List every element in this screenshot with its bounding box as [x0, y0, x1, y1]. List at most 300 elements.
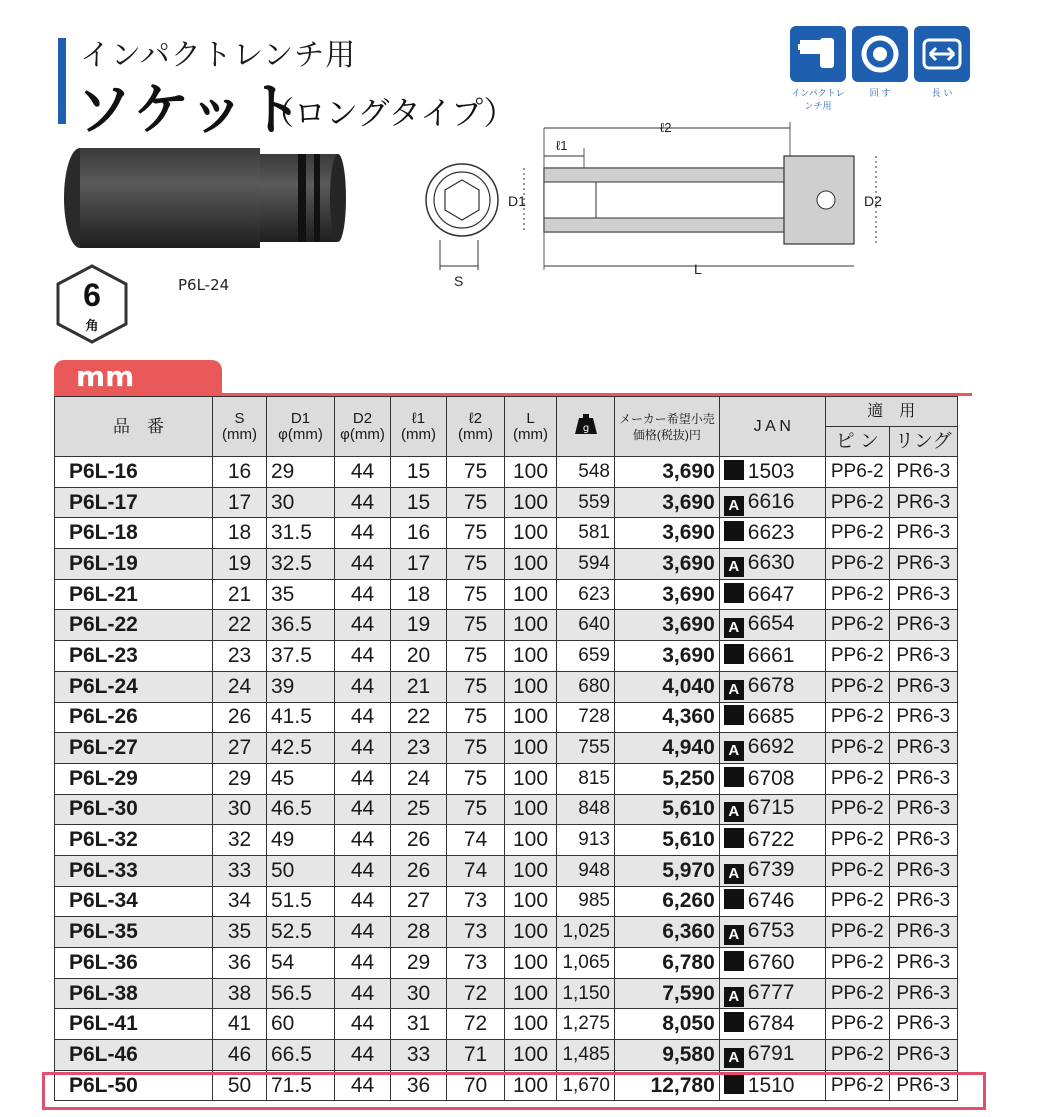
header-d1: D1 φ(mm) — [267, 397, 335, 457]
cell-d2: 44 — [335, 794, 391, 825]
cell-pin: PP6-2 — [825, 671, 889, 702]
cell-l2: 73 — [447, 886, 505, 917]
cell-jan — [719, 825, 825, 856]
cell-l: 100 — [505, 763, 557, 794]
cell-jan — [719, 855, 825, 886]
cell-l2: 72 — [447, 978, 505, 1009]
cell-weight: 1,275 — [557, 1009, 615, 1040]
cell-d2: 44 — [335, 733, 391, 764]
table-row — [55, 825, 958, 856]
cell-l1: 19 — [391, 610, 447, 641]
cell-model: P6L-21 — [55, 579, 213, 610]
cell-d1: 50 — [267, 855, 335, 886]
cell-jan — [719, 886, 825, 917]
cell-l: 100 — [505, 487, 557, 518]
cell-ring: PR6-3 — [889, 794, 957, 825]
cell-model: P6L-50 — [55, 1070, 213, 1101]
cell-weight: 1,150 — [557, 978, 615, 1009]
cell-pin: PP6-2 — [825, 978, 889, 1009]
cell-s: 22 — [213, 610, 267, 641]
cell-s: 41 — [213, 1009, 267, 1040]
cell-d1: 31.5 — [267, 518, 335, 549]
cell-pin: PP6-2 — [825, 610, 889, 641]
cell-ring: PR6-3 — [889, 579, 957, 610]
cell-l: 100 — [505, 641, 557, 672]
cell-pin: PP6-2 — [825, 1070, 889, 1101]
jan-mark-icon: A — [724, 557, 744, 577]
cell-s: 33 — [213, 855, 267, 886]
cell-l1: 26 — [391, 825, 447, 856]
jan-mark-icon: A — [724, 925, 744, 945]
cell-l2: 70 — [447, 1070, 505, 1101]
cell-ring: PR6-3 — [889, 978, 957, 1009]
cell-s: 34 — [213, 886, 267, 917]
dim-label-l1: ℓ1 — [556, 138, 568, 153]
cell-pin: PP6-2 — [825, 702, 889, 733]
header-ring: リング — [889, 427, 957, 457]
cell-d1: 45 — [267, 763, 335, 794]
cell-l2: 75 — [447, 794, 505, 825]
cell-d1: 71.5 — [267, 1070, 335, 1101]
cell-model: P6L-16 — [55, 457, 213, 488]
cell-s: 30 — [213, 794, 267, 825]
cell-ring: PR6-3 — [889, 671, 957, 702]
cell-d2: 44 — [335, 763, 391, 794]
svg-text:g: g — [582, 423, 589, 434]
cell-jan — [719, 671, 825, 702]
dim-label-d2: D2 — [864, 193, 882, 209]
cell-pin: PP6-2 — [825, 917, 889, 948]
cell-s: 29 — [213, 763, 267, 794]
jan-code: 6791 — [747, 1041, 795, 1065]
cell-model: P6L-17 — [55, 487, 213, 518]
cell-pin: PP6-2 — [825, 641, 889, 672]
jan-mark-icon — [724, 705, 744, 725]
cell-jan — [719, 917, 825, 948]
cell-l1: 36 — [391, 1070, 447, 1101]
cell-l: 100 — [505, 549, 557, 580]
cell-l1: 16 — [391, 518, 447, 549]
cell-l2: 75 — [447, 641, 505, 672]
cell-d1: 52.5 — [267, 917, 335, 948]
cell-pin: PP6-2 — [825, 457, 889, 488]
cell-model: P6L-19 — [55, 549, 213, 580]
table-row — [55, 671, 958, 702]
cell-ring: PR6-3 — [889, 1040, 957, 1071]
cell-d1: 30 — [267, 487, 335, 518]
spec-table — [54, 396, 958, 1101]
jan-code: 6616 — [747, 489, 795, 513]
cell-s: 32 — [213, 825, 267, 856]
cell-ring: PR6-3 — [889, 549, 957, 580]
cell-d2: 44 — [335, 702, 391, 733]
table-row — [55, 702, 958, 733]
header-l: L (mm) — [505, 397, 557, 457]
jan-mark-icon — [724, 521, 744, 541]
cell-d2: 44 — [335, 518, 391, 549]
cell-d2: 44 — [335, 641, 391, 672]
table-row — [55, 487, 958, 518]
cell-l1: 18 — [391, 579, 447, 610]
cell-jan — [719, 948, 825, 979]
cell-weight: 640 — [557, 610, 615, 641]
cell-model: P6L-33 — [55, 855, 213, 886]
cell-l: 100 — [505, 579, 557, 610]
cell-price: 7,590 — [615, 978, 720, 1009]
table-row — [55, 1070, 958, 1101]
cell-l1: 33 — [391, 1040, 447, 1071]
cell-ring: PR6-3 — [889, 457, 957, 488]
cell-s: 18 — [213, 518, 267, 549]
cell-l1: 25 — [391, 794, 447, 825]
cell-s: 24 — [213, 671, 267, 702]
cell-pin: PP6-2 — [825, 763, 889, 794]
cell-weight: 680 — [557, 671, 615, 702]
cell-weight: 1,670 — [557, 1070, 615, 1101]
cell-d2: 44 — [335, 671, 391, 702]
jan-mark-icon — [724, 644, 744, 664]
table-row — [55, 1009, 958, 1040]
cell-price: 3,690 — [615, 610, 720, 641]
cell-model: P6L-41 — [55, 1009, 213, 1040]
cell-d1: 66.5 — [267, 1040, 335, 1071]
table-row — [55, 610, 958, 641]
jan-code: 6784 — [747, 1012, 795, 1036]
jan-code: 6722 — [747, 828, 795, 852]
cell-model: P6L-36 — [55, 948, 213, 979]
cell-model: P6L-46 — [55, 1040, 213, 1071]
jan-code: 6685 — [747, 705, 795, 729]
cell-d1: 56.5 — [267, 978, 335, 1009]
cell-l: 100 — [505, 518, 557, 549]
cell-price: 3,690 — [615, 641, 720, 672]
cell-price: 5,610 — [615, 794, 720, 825]
rotate-icon — [852, 26, 908, 82]
cell-ring: PR6-3 — [889, 641, 957, 672]
cell-weight: 985 — [557, 886, 615, 917]
cell-d1: 46.5 — [267, 794, 335, 825]
jan-mark-icon — [724, 1012, 744, 1032]
long-caption: 長 い — [931, 89, 953, 99]
cell-l: 100 — [505, 733, 557, 764]
cell-ring: PR6-3 — [889, 855, 957, 886]
cell-weight: 581 — [557, 518, 615, 549]
cell-ring: PR6-3 — [889, 733, 957, 764]
jan-mark-icon — [724, 460, 744, 480]
jan-code: 6623 — [747, 521, 795, 545]
cell-l2: 74 — [447, 855, 505, 886]
table-row — [55, 733, 958, 764]
cell-model: P6L-22 — [55, 610, 213, 641]
cell-d2: 44 — [335, 886, 391, 917]
cell-pin: PP6-2 — [825, 518, 889, 549]
cell-l: 100 — [505, 825, 557, 856]
cell-s: 17 — [213, 487, 267, 518]
jan-code: 6746 — [747, 889, 795, 913]
cell-l1: 24 — [391, 763, 447, 794]
cell-s: 19 — [213, 549, 267, 580]
cell-l1: 17 — [391, 549, 447, 580]
cell-price: 5,250 — [615, 763, 720, 794]
cell-ring: PR6-3 — [889, 825, 957, 856]
jan-code: 1503 — [747, 459, 795, 483]
cell-l2: 73 — [447, 948, 505, 979]
cell-d2: 44 — [335, 978, 391, 1009]
cell-weight: 728 — [557, 702, 615, 733]
cell-d1: 37.5 — [267, 641, 335, 672]
cell-l2: 74 — [447, 825, 505, 856]
hex-number: 6 — [83, 277, 101, 313]
table-row — [55, 641, 958, 672]
cell-price: 3,690 — [615, 579, 720, 610]
impact-wrench-caption: インパクトレンチ用 — [791, 89, 845, 112]
page-subtitle: インパクトレンチ用 — [80, 38, 357, 73]
cell-weight: 848 — [557, 794, 615, 825]
cell-d1: 32.5 — [267, 549, 335, 580]
cell-model: P6L-30 — [55, 794, 213, 825]
cell-jan — [719, 763, 825, 794]
cell-l1: 23 — [391, 733, 447, 764]
cell-l: 100 — [505, 948, 557, 979]
header-l1: ℓ1 (mm) — [391, 397, 447, 457]
cell-l2: 75 — [447, 671, 505, 702]
jan-code: 6692 — [747, 735, 795, 759]
cell-weight: 659 — [557, 641, 615, 672]
cell-l: 100 — [505, 457, 557, 488]
cell-price: 12,780 — [615, 1070, 720, 1101]
cell-model: P6L-18 — [55, 518, 213, 549]
dim-label-s: S — [454, 273, 464, 289]
jan-mark-icon — [724, 1074, 744, 1094]
cell-l: 100 — [505, 1040, 557, 1071]
cell-ring: PR6-3 — [889, 702, 957, 733]
cell-d2: 44 — [335, 549, 391, 580]
page-title: ソケット — [76, 78, 305, 143]
cell-d2: 44 — [335, 487, 391, 518]
cell-l: 100 — [505, 886, 557, 917]
cell-l2: 72 — [447, 1009, 505, 1040]
cell-d2: 44 — [335, 825, 391, 856]
cell-l2: 75 — [447, 610, 505, 641]
cell-price: 8,050 — [615, 1009, 720, 1040]
cell-ring: PR6-3 — [889, 610, 957, 641]
cell-d2: 44 — [335, 917, 391, 948]
cell-l2: 75 — [447, 518, 505, 549]
cell-l2: 75 — [447, 702, 505, 733]
cell-pin: PP6-2 — [825, 549, 889, 580]
cell-price: 4,360 — [615, 702, 720, 733]
rotate-caption: 回 す — [869, 89, 891, 99]
cell-ring: PR6-3 — [889, 886, 957, 917]
cell-l: 100 — [505, 1070, 557, 1101]
jan-mark-icon: A — [724, 741, 744, 761]
table-row — [55, 763, 958, 794]
cell-l2: 71 — [447, 1040, 505, 1071]
table-row — [55, 855, 958, 886]
cell-jan — [719, 978, 825, 1009]
cell-l1: 31 — [391, 1009, 447, 1040]
cell-ring: PR6-3 — [889, 763, 957, 794]
cell-jan — [719, 610, 825, 641]
cell-l1: 21 — [391, 671, 447, 702]
cell-ring: PR6-3 — [889, 518, 957, 549]
cell-d2: 44 — [335, 457, 391, 488]
jan-mark-icon: A — [724, 987, 744, 1007]
cell-d1: 35 — [267, 579, 335, 610]
socket-product-image — [58, 140, 358, 260]
cell-pin: PP6-2 — [825, 733, 889, 764]
header-d2: D2 φ(mm) — [335, 397, 391, 457]
table-row — [55, 1040, 958, 1071]
cell-l2: 75 — [447, 579, 505, 610]
cell-d2: 44 — [335, 948, 391, 979]
cell-l: 100 — [505, 671, 557, 702]
cell-price: 4,940 — [615, 733, 720, 764]
jan-mark-icon: A — [724, 1048, 744, 1068]
cell-l1: 29 — [391, 948, 447, 979]
header-apply: 適 用 — [825, 397, 957, 427]
cell-d2: 44 — [335, 1040, 391, 1071]
cell-l1: 20 — [391, 641, 447, 672]
cell-pin: PP6-2 — [825, 1040, 889, 1071]
cell-d1: 39 — [267, 671, 335, 702]
cell-ring: PR6-3 — [889, 1009, 957, 1040]
unit-tab: mm — [54, 360, 222, 394]
cell-model: P6L-26 — [55, 702, 213, 733]
hex-sublabel: 角 — [85, 319, 99, 334]
cell-l: 100 — [505, 610, 557, 641]
jan-mark-icon — [724, 583, 744, 603]
cell-weight: 594 — [557, 549, 615, 580]
cell-d2: 44 — [335, 1009, 391, 1040]
cell-l1: 30 — [391, 978, 447, 1009]
cell-price: 5,970 — [615, 855, 720, 886]
cell-price: 6,260 — [615, 886, 720, 917]
dim-label-d1: D1 — [508, 193, 526, 209]
cell-s: 50 — [213, 1070, 267, 1101]
cell-price: 5,610 — [615, 825, 720, 856]
cell-d1: 51.5 — [267, 886, 335, 917]
cell-price: 3,690 — [615, 457, 720, 488]
table-row — [55, 518, 958, 549]
cell-price: 3,690 — [615, 549, 720, 580]
cell-s: 36 — [213, 948, 267, 979]
cell-ring: PR6-3 — [889, 1070, 957, 1101]
cell-weight: 559 — [557, 487, 615, 518]
cell-weight: 815 — [557, 763, 615, 794]
long-icon — [914, 26, 970, 82]
table-row — [55, 457, 958, 488]
impact-wrench-icon — [790, 26, 846, 82]
cell-ring: PR6-3 — [889, 917, 957, 948]
cell-price: 6,780 — [615, 948, 720, 979]
title-accent-bar — [58, 38, 66, 124]
cell-l1: 27 — [391, 886, 447, 917]
cell-model: P6L-24 — [55, 671, 213, 702]
table-row — [55, 579, 958, 610]
cell-l2: 75 — [447, 733, 505, 764]
jan-code: 6760 — [747, 950, 795, 974]
cell-l: 100 — [505, 794, 557, 825]
cell-jan — [719, 794, 825, 825]
cell-l: 100 — [505, 978, 557, 1009]
cell-l2: 75 — [447, 763, 505, 794]
jan-code: 6678 — [747, 673, 795, 697]
header-jan: J A N — [719, 397, 825, 457]
hex-6-point-badge — [52, 262, 132, 346]
cell-d2: 44 — [335, 855, 391, 886]
cell-jan — [719, 1040, 825, 1071]
cell-l1: 22 — [391, 702, 447, 733]
cell-pin: PP6-2 — [825, 487, 889, 518]
page-title-suffix: （ロングタイプ） — [262, 94, 516, 132]
cell-jan — [719, 487, 825, 518]
cell-s: 16 — [213, 457, 267, 488]
table-row — [55, 886, 958, 917]
cell-weight: 1,025 — [557, 917, 615, 948]
table-row — [55, 549, 958, 580]
header-l2: ℓ2 (mm) — [447, 397, 505, 457]
cell-model: P6L-29 — [55, 763, 213, 794]
cell-s: 46 — [213, 1040, 267, 1071]
jan-code: 6777 — [747, 980, 795, 1004]
cell-jan — [719, 579, 825, 610]
cell-s: 26 — [213, 702, 267, 733]
cell-l2: 75 — [447, 549, 505, 580]
table-header-row — [55, 397, 958, 427]
cell-ring: PR6-3 — [889, 948, 957, 979]
table-row — [55, 917, 958, 948]
table-row — [55, 978, 958, 1009]
jan-mark-icon — [724, 951, 744, 971]
header-s: S (mm) — [213, 397, 267, 457]
table-row — [55, 948, 958, 979]
cell-price: 3,690 — [615, 487, 720, 518]
jan-mark-icon — [724, 828, 744, 848]
cell-l1: 26 — [391, 855, 447, 886]
jan-mark-icon — [724, 767, 744, 787]
dim-label-l2: ℓ2 — [660, 120, 672, 135]
cell-jan — [719, 702, 825, 733]
cell-model: P6L-34 — [55, 886, 213, 917]
cell-d2: 44 — [335, 610, 391, 641]
cell-l1: 28 — [391, 917, 447, 948]
jan-mark-icon — [724, 889, 744, 909]
cell-d2: 44 — [335, 579, 391, 610]
cell-d1: 42.5 — [267, 733, 335, 764]
cell-price: 6,360 — [615, 917, 720, 948]
cell-pin: PP6-2 — [825, 825, 889, 856]
cell-ring: PR6-3 — [889, 487, 957, 518]
cell-jan — [719, 549, 825, 580]
cell-d1: 60 — [267, 1009, 335, 1040]
cell-d1: 41.5 — [267, 702, 335, 733]
cell-l: 100 — [505, 1009, 557, 1040]
cell-pin: PP6-2 — [825, 855, 889, 886]
header-pin: ピ ン — [825, 427, 889, 457]
cell-pin: PP6-2 — [825, 794, 889, 825]
cell-d2: 44 — [335, 1070, 391, 1101]
jan-mark-icon: A — [724, 680, 744, 700]
header-model: 品 番 — [55, 397, 213, 457]
product-model-caption: P6L-24 — [178, 276, 230, 294]
cell-model: P6L-32 — [55, 825, 213, 856]
jan-code: 6661 — [747, 643, 795, 667]
jan-code: 1510 — [747, 1073, 795, 1097]
cell-l2: 75 — [447, 487, 505, 518]
cell-jan — [719, 457, 825, 488]
jan-mark-icon: A — [724, 496, 744, 516]
